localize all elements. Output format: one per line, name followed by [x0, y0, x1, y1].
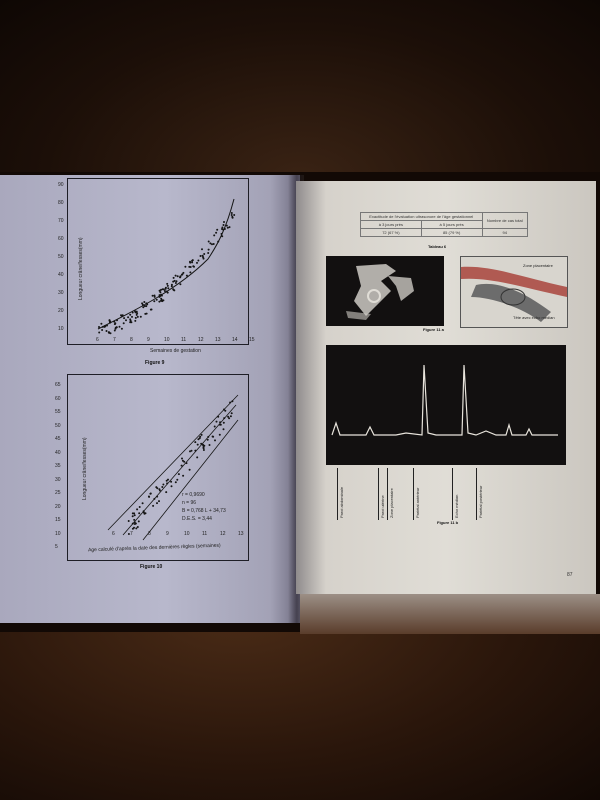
figure9-caption: Figure 9 [145, 360, 165, 366]
figure10-point [227, 416, 229, 418]
figure9-point [211, 243, 213, 245]
figure9-point [134, 320, 136, 322]
figure10-y-tick: 25 [55, 490, 61, 496]
figure10-lower-bound [143, 420, 238, 540]
figure9-point [200, 255, 202, 257]
figure10-regression-line [123, 405, 236, 535]
figure9-point [98, 332, 100, 334]
ultrasound-scan-graphic [326, 256, 444, 326]
figure11b-arrow [413, 468, 414, 520]
figure9-point [119, 326, 121, 328]
figure10-y-tick: 15 [55, 517, 61, 523]
figure9-plot [67, 178, 249, 345]
figure9-point [160, 300, 162, 302]
table6-val-right: 94 [482, 229, 527, 237]
figure10-point [212, 436, 214, 438]
figure9-point [216, 229, 218, 231]
figure10-point [181, 458, 183, 460]
figure10-point [203, 449, 205, 451]
figure11b-arrow-label: Paroi abdominale [339, 486, 344, 518]
figure9-x-tick: 7 [113, 337, 116, 343]
figure9-point [213, 234, 215, 236]
figure9-point [189, 271, 191, 273]
figure10-point [132, 528, 134, 530]
table6-header-right: Nombre de cas total [482, 213, 527, 229]
figure10-point [161, 486, 163, 488]
figure10-point [166, 480, 168, 482]
figure9-point [177, 275, 179, 277]
figure9-point [159, 290, 161, 292]
figure9-point [193, 266, 195, 268]
figure9-point [215, 232, 217, 234]
figure9-point [173, 289, 175, 291]
figure10-point [201, 434, 203, 436]
figure9-ylabel: Longueur crâne/fesses(mm) [78, 237, 84, 300]
figure10-point [216, 421, 218, 423]
figure10-point [134, 514, 136, 516]
a-mode-trace [326, 345, 566, 465]
figure9-scatter [68, 179, 248, 344]
figure9-point [181, 274, 183, 276]
figure10-point [148, 496, 150, 498]
figure10-point [138, 520, 140, 522]
figure9-point [127, 316, 129, 318]
figure9-point [203, 253, 205, 255]
figure10-x-tick: 9 [166, 531, 169, 537]
figure11a-ultrasound-image [326, 256, 444, 326]
figure9-point [184, 266, 186, 268]
figure9-y-tick: 20 [58, 308, 64, 314]
figure10-point [197, 438, 199, 440]
figure9-point [101, 329, 103, 331]
figure9-point [197, 260, 199, 262]
figure10-x-tick: 10 [184, 531, 190, 537]
figure9-point [201, 248, 203, 250]
figure10-caption: Figure 10 [140, 564, 163, 570]
figure9-point [172, 281, 174, 283]
figure10-point [136, 508, 138, 510]
figure9-point [223, 224, 225, 226]
figure9-point [188, 266, 190, 268]
figure9-point [120, 314, 122, 316]
figure9-point [150, 309, 152, 311]
figure9-point [173, 277, 175, 279]
figure9-point [232, 217, 234, 219]
figure10-x-tick: 12 [220, 531, 226, 537]
figure10-point [144, 513, 146, 515]
figure11a-caption: Figure 11 a [423, 327, 444, 332]
figure10-point [158, 500, 160, 502]
figure10-xlabel: Age calculé d'après la date des dernières règles (semaines) [87, 542, 221, 554]
figure10-y-tick: 65 [55, 382, 61, 388]
table6-header-left: Exactitude de l'évaluation ultrasonore de l'âge gestationnel [361, 213, 483, 221]
figure9-point [154, 296, 156, 298]
figure11b-arrow [337, 468, 338, 520]
table6-val-mid: 85 (79 %) [421, 229, 482, 237]
figure9-point [136, 311, 138, 313]
figure10-point [156, 502, 158, 504]
figure10-point [209, 444, 211, 446]
figure9-point [196, 262, 198, 264]
figure9-point [213, 243, 215, 245]
figure10-y-tick: 5 [55, 544, 58, 550]
table6-val-left: 72 (67 %) [361, 229, 422, 237]
figure9-point [191, 261, 193, 263]
figure10-y-tick: 30 [55, 476, 61, 483]
figure10-y-tick: 55 [55, 409, 61, 415]
figure9-y-tick: 60 [58, 236, 64, 242]
figure9-point [162, 299, 164, 301]
figure10-point [214, 439, 216, 441]
figure9-point [114, 322, 116, 324]
figure10-point [162, 484, 164, 486]
figure9-point [106, 330, 108, 332]
figure10-point [133, 519, 135, 521]
figure9-point [162, 288, 164, 290]
figure9-point [110, 332, 112, 334]
figure10-y-tick: 50 [55, 422, 61, 429]
figure9-point [207, 252, 209, 254]
figure9-x-tick: 12 [198, 337, 204, 343]
figure10-point [152, 505, 154, 507]
figure10-point [203, 447, 205, 449]
figure10-point [189, 469, 191, 471]
figure9-x-tick: 9 [147, 337, 150, 343]
figure9-point [143, 301, 145, 303]
figure9-point [140, 316, 142, 318]
figure9-point [176, 280, 178, 282]
figure9-point [166, 283, 168, 285]
figure9-y-tick: 90 [58, 182, 64, 188]
figure9-y-tick: 40 [58, 272, 64, 278]
figure9-x-tick: 11 [181, 337, 187, 343]
figure9-point [203, 258, 205, 260]
figure9-point [175, 275, 177, 277]
figure10-point [171, 485, 173, 487]
figure9-x-tick: 15 [249, 337, 255, 343]
figure10-ylabel: Longueur crâne/fesses(mm) [82, 437, 88, 500]
figure9-point [160, 298, 162, 300]
figure9-point [223, 221, 225, 223]
figure10-point [197, 444, 199, 446]
figure10-stat-line: r = 0,9690 [182, 492, 205, 498]
figure9-x-tick: 8 [130, 337, 133, 343]
figure10-stat-line: n = 96 [182, 500, 197, 506]
figure9-point [208, 249, 210, 251]
figure10-point [231, 412, 233, 414]
figure9-point [131, 316, 133, 318]
figure9-point [171, 285, 173, 287]
figure10-point [189, 450, 191, 452]
figure9-x-tick: 10 [164, 337, 170, 343]
figure9-point [123, 322, 125, 324]
figure9-y-tick: 10 [58, 326, 64, 332]
figure10-stat-line: B = 0,768 L + 34,73 [182, 508, 226, 514]
figure9-point [136, 314, 138, 316]
figure9-point [221, 227, 223, 229]
figure10-point [178, 473, 180, 475]
figure10-x-tick: 13 [238, 531, 244, 537]
figure9-point [233, 214, 235, 216]
figure9-y-tick: 50 [58, 254, 64, 260]
figure10-y-tick: 10 [55, 530, 61, 537]
figure10-point [175, 481, 177, 483]
figure10-point [223, 422, 225, 424]
figure11a-diagram [460, 256, 568, 328]
figure10-x-tick: 7 [130, 531, 133, 537]
lower-sheet [300, 594, 600, 634]
background-bottom [0, 610, 600, 800]
page-number: 87 [567, 572, 573, 578]
figure10-point [170, 481, 172, 483]
figure10-point [128, 520, 130, 522]
figure9-point [189, 262, 191, 264]
figure10-point [132, 515, 134, 517]
figure11b-arrow [387, 468, 388, 520]
figure11b-arrow [378, 468, 379, 520]
figure9-y-tick: 70 [58, 218, 64, 224]
figure9-point [129, 318, 131, 320]
figure10-point [138, 512, 140, 514]
figure10-point [230, 415, 232, 417]
background-top [0, 0, 600, 180]
figure10-y-tick: 60 [55, 395, 61, 402]
figure10-point [219, 434, 221, 436]
figure9-point [179, 276, 181, 278]
figure10-point [149, 493, 151, 495]
figure11a-label-head: Tête avec écho médian [513, 315, 555, 320]
figure9-point [153, 300, 155, 302]
figure9-point [227, 227, 229, 229]
figure9-point [100, 323, 102, 325]
table6-sub-left: à 3 jours près [361, 221, 422, 229]
figure10-point [139, 506, 141, 508]
figure11b-arrow-label: Zone placentaire [389, 488, 394, 518]
figure10-point [132, 512, 134, 514]
figure9-xlabel: Semaines de gestation [150, 348, 201, 354]
figure9-x-tick: 6 [96, 337, 99, 343]
figure10-point [214, 426, 216, 428]
figure9-point [116, 326, 118, 328]
figure11b-arrow-label: Pariétal antérieur [415, 487, 420, 518]
figure10-x-tick: 11 [202, 531, 208, 537]
figure9-point [179, 283, 181, 285]
figure10-y-tick: 40 [55, 449, 61, 456]
figure9-point [108, 331, 110, 333]
figure9-point [175, 282, 177, 284]
figure11b-arrow [452, 468, 453, 520]
figure10-point [135, 527, 137, 529]
figure10-x-tick: 8 [148, 531, 151, 537]
figure9-point [125, 319, 127, 321]
figure10-point [142, 502, 144, 504]
figure9-point [167, 287, 169, 289]
figure9-point [123, 317, 125, 319]
figure10-point [223, 428, 225, 430]
figure9-point [137, 316, 139, 318]
figure11b-arrow [476, 468, 477, 520]
figure9-point [182, 272, 184, 274]
figure10-point [194, 441, 196, 443]
figure9-y-tick: 30 [58, 290, 64, 296]
figure10-y-tick: 20 [55, 503, 61, 510]
figure9-x-tick: 14 [232, 337, 238, 343]
figure9-point [114, 330, 116, 332]
figure9-point [208, 241, 210, 243]
figure10-point [196, 456, 198, 458]
table6-sub-mid: à 5 jours près [421, 221, 482, 229]
figure11b-caption: Figure 11 b [437, 520, 459, 525]
figure10-point [176, 479, 178, 481]
figure9-point [121, 328, 123, 330]
figure9-point [146, 313, 148, 315]
figure9-point [167, 285, 169, 287]
figure9-point [156, 299, 158, 301]
figure9-point [129, 314, 131, 316]
figure11b-echogram [326, 345, 566, 465]
figure10-point [155, 486, 157, 488]
figure9-point [192, 259, 194, 261]
figure10-point [199, 436, 201, 438]
figure11b-arrow-label: Echo médian [454, 494, 459, 518]
table6-caption: Tableau 6 [428, 244, 447, 249]
figure9-point [152, 295, 154, 297]
figure9-x-tick: 13 [215, 337, 221, 343]
figure10-point [207, 439, 209, 441]
figure10-point [182, 460, 184, 462]
figure10-point [182, 475, 184, 477]
figure10-y-tick: 45 [55, 436, 61, 442]
figure11a-label-placenta: Zone placentaire [523, 263, 553, 268]
figure10-point [137, 526, 139, 528]
figure9-point [231, 212, 233, 214]
figure9-regression-curve [98, 199, 234, 329]
figure9-point [165, 288, 167, 290]
figure10-y-tick: 35 [55, 463, 61, 469]
table6 [360, 212, 528, 237]
figure9-point [135, 317, 137, 319]
figure10-point [165, 491, 167, 493]
figure10-x-tick: 6 [112, 531, 115, 537]
figure10-point [135, 523, 137, 525]
figure9-point [231, 214, 233, 216]
figure11b-arrow-label: Pariétal postérieur [478, 485, 483, 518]
figure11b-arrow-label: Paroi utérine [380, 495, 385, 518]
figure9-y-tick: 80 [58, 200, 64, 206]
figure10-stat-line: D.E.S. = 3,44 [182, 516, 212, 522]
